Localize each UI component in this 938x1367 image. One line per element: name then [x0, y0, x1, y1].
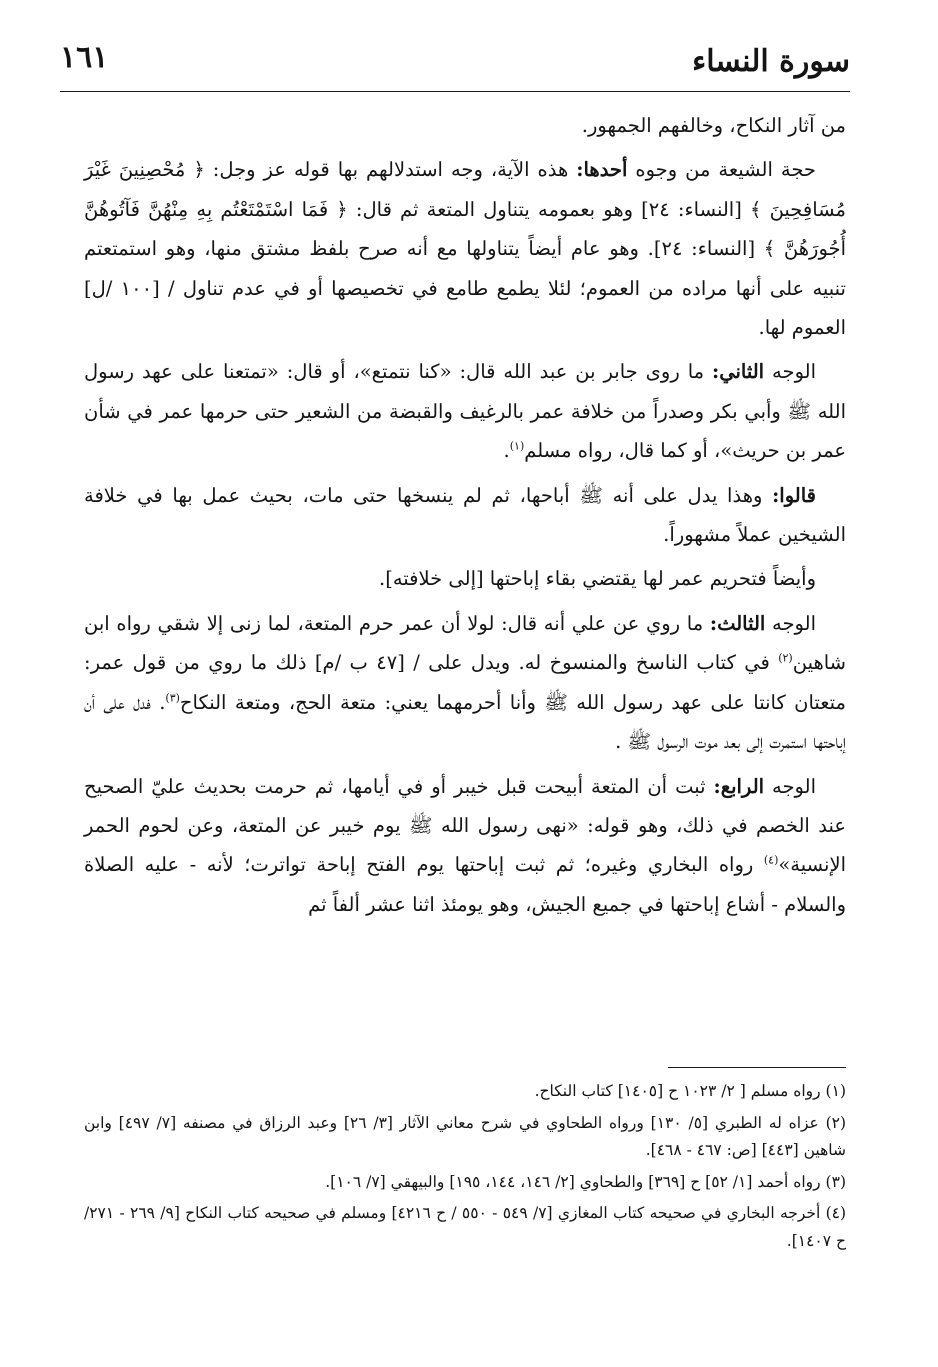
paragraph-third-proof [84, 604, 846, 762]
footnote-item: (١) رواه مسلم [ ٢/ ١٠٢٣ ح [١٤٠٥] كتاب النكاح. [534, 1082, 846, 1100]
paragraph-second-proof [84, 352, 846, 470]
page-number: ١٦١ [60, 40, 109, 75]
footnote-item: (٢) عزاه له الطبري [٥/ ١٣٠] ورواه الطحاوي في شرح معاني الآثار [٣/ ٢٦] وعبد الرزاق في مصنفه [٧/ ٤٩٧] وابن شاهين [٤٤٣] [ص: ٤٦٧ - ٤٦٨]. [84, 1113, 847, 1160]
paragraph-body: ما روي عن علي أنه قال: لولا أن عمر حرم المتعة، لما زنى إلا شقي رواه ابن شاهين [84, 611, 847, 675]
footnote-marker: (٣) [165, 691, 180, 705]
paragraph-tail: رواه البخاري وغيره؛ ثم ثبت إباحتها يوم الفتح إباحة تواترت؛ لأنه - عليه الصلاة والسلام - أشاع إباحتها في جميع الجيش، وهو يومئذ اثنا عشر ألفاً ثم [84, 853, 846, 916]
main-text [84, 106, 846, 924]
paragraph-lead: الثالث: [709, 611, 766, 635]
paragraph-body: وهذا يدل على أنه ﷺ أباحها، ثم لم ينسخها حتى مات، بحيث عمل بها في خلافة الشيخين عملاً مشهوراً. [84, 483, 846, 547]
paragraph-intro [84, 106, 846, 145]
footnote-item: (٣) رواه أحمد [١/ ٥٢] ح [٣٦٩] والطحاوي [٢/ ١٤٦، ١٤٤، ١٩٥] والبيهقي [٧/ ١٠٦]. [325, 1172, 846, 1191]
footnote-marker: (٤) [763, 853, 779, 867]
footnote-divider [668, 1067, 846, 1068]
page-header [60, 30, 850, 90]
header-divider [60, 91, 850, 92]
paragraph-lead: قالوا: [772, 483, 816, 507]
paragraph-lead: أحدها: [576, 158, 628, 182]
paragraph-also [84, 559, 846, 598]
paragraph-tail: في كتاب الناسخ والمنسوخ له. ويدل على / [٤٧ ب /م] ذلك ما روي من قول عمر: متعتان كانتا على عهد رسول الله ﷺ وأنا أحرمهما يعني: متعة الحج، ومتعة النكاح [84, 651, 847, 714]
paragraph-body: هذه الآية، وجه استدلالهم بها قوله عز وجل: ﴿ مُحْصِنِينَ غَيْرَ مُسَافِحِينَ ﴾ [النساء: ٢٤] وهو بعمومه يتناول المتعة ثم قال: ﴿ فَمَا اسْتَمْتَعْتُم بِهِ مِنْهُنَّ فَآتُوهُنَّ أُجُورَهُنَّ ﴾ [النساء: ٢٤]. وهو عام أيضاً يتناولها مع أنه صرح بلفظ مشتق منها، وهو استمتعتم تنبيه على أنها مراده من العموم؛ لئلا يطمع طامع في تخصيصها أو في عدم تناول / [١٠٠ /ل] العموم لها. [84, 158, 846, 340]
paragraph-body: ثبت أن المتعة أبيحت قبل خيبر أو في أيامها، ثم حرمت بحديث عليّ الصحيح عند الخصم في ذلك، وهو قوله: «نهى رسول الله ﷺ يوم خيبر عن المتعة، وعن لحوم الحمر الإنسية» [84, 774, 846, 877]
paragraph-fourth-proof [84, 767, 846, 925]
paragraph-prefix: الوجه [764, 360, 816, 384]
paragraph-prefix: الوجه [764, 774, 816, 798]
paragraph-lead: الرابع: [713, 774, 765, 798]
footnote-item: (٤) أخرجه البخاري في صحيحه كتاب المغازي [٧/ ٥٤٩ - ٥٥٠ / ح ٤٢١٦] ومسلم في صحيحه كتاب النكاح [٩/ ٢٦٩ - ٢٧١/ ح ١٤٠٧]. [84, 1204, 847, 1250]
paragraph-lead: الثاني: [712, 360, 765, 384]
footnotes [84, 1078, 846, 1260]
footnote-marker: (١) [509, 439, 525, 453]
paragraph-first-proof [84, 150, 846, 347]
footnote-marker: (٢) [778, 651, 793, 665]
paragraph-they-said [84, 476, 846, 555]
paragraph-text: وأيضاً فتحريم عمر لها يقتضي بقاء إباحتها [إلى خلافته]. [379, 567, 816, 591]
paragraph-tail: . [503, 439, 510, 463]
paragraph-prefix: حجة الشيعة من وجوه [627, 158, 816, 182]
paragraph-prefix: الوجه [765, 611, 816, 635]
paragraph-body: ما روى جابر بن عبد الله قال: «كنا نتمتع»، أو قال: «تمتعنا على عهد رسول الله ﷺ وأبي بكر وصدراً من خلافة عمر بالرغيف والقبضة من الشعير حتى حرمها عمر في شأن عمر بن حريث»، أو كما قال، رواه مسلم [84, 360, 846, 463]
surah-title: سورة النساء [692, 44, 850, 79]
paragraph-text: من آثار النكاح، وخالفهم الجمهور. [581, 114, 846, 137]
paragraph-tail: . فدل على أن إباحتها استمرت إلى بعد موت الرسول ﷺ . [84, 690, 846, 754]
